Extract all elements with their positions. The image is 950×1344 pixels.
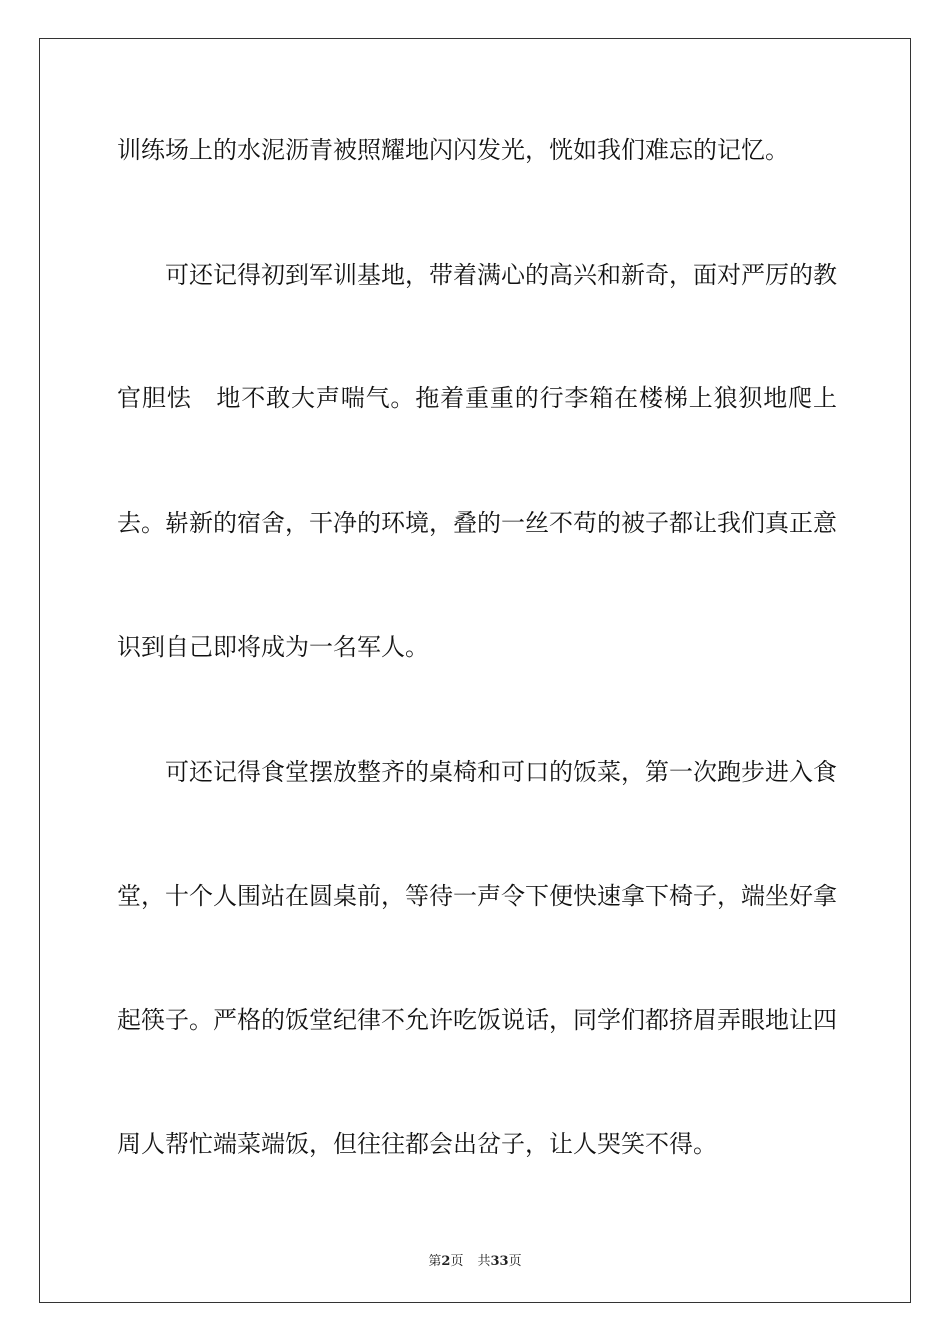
paragraph-line-4: 去。崭新的宿舍，干净的环境，叠的一丝不苟的被子都让我们真正意	[117, 509, 837, 537]
paragraph-line-8: 起筷子。严格的饭堂纪律不允许吃饭说话，同学们都挤眉弄眼地让四	[117, 1006, 837, 1034]
page-number: 2	[441, 1254, 451, 1269]
total-pages: 33	[490, 1254, 509, 1269]
paragraph-line-3: 官胆怯 地不敢大声喘气。拖着重重的行李箱在楼梯上狼狈地爬上	[117, 384, 837, 412]
page-prefix: 第	[428, 1254, 442, 1269]
paragraph-line-1: 训练场上的水泥沥青被照耀地闪闪发光，恍如我们难忘的记忆。	[117, 136, 789, 164]
paragraph-line-6: 可还记得食堂摆放整齐的桌椅和可口的饭菜，第一次跑步进入食	[165, 758, 837, 786]
page-border	[39, 38, 911, 1303]
total-prefix: 共	[477, 1254, 491, 1269]
paragraph-line-5: 识到自己即将成为一名军人。	[117, 633, 429, 661]
paragraph-line-7: 堂，十个人围站在圆桌前，等待一声令下便快速拿下椅子，端坐好拿	[117, 882, 837, 910]
paragraph-line-2: 可还记得初到军训基地，带着满心的高兴和新奇，面对严厉的教	[165, 261, 837, 289]
total-suffix: 页	[508, 1254, 522, 1269]
page-footer	[0, 1250, 950, 1269]
page-suffix: 页	[450, 1254, 464, 1269]
paragraph-line-9: 周人帮忙端菜端饭，但往往都会出岔子，让人哭笑不得。	[117, 1130, 717, 1158]
